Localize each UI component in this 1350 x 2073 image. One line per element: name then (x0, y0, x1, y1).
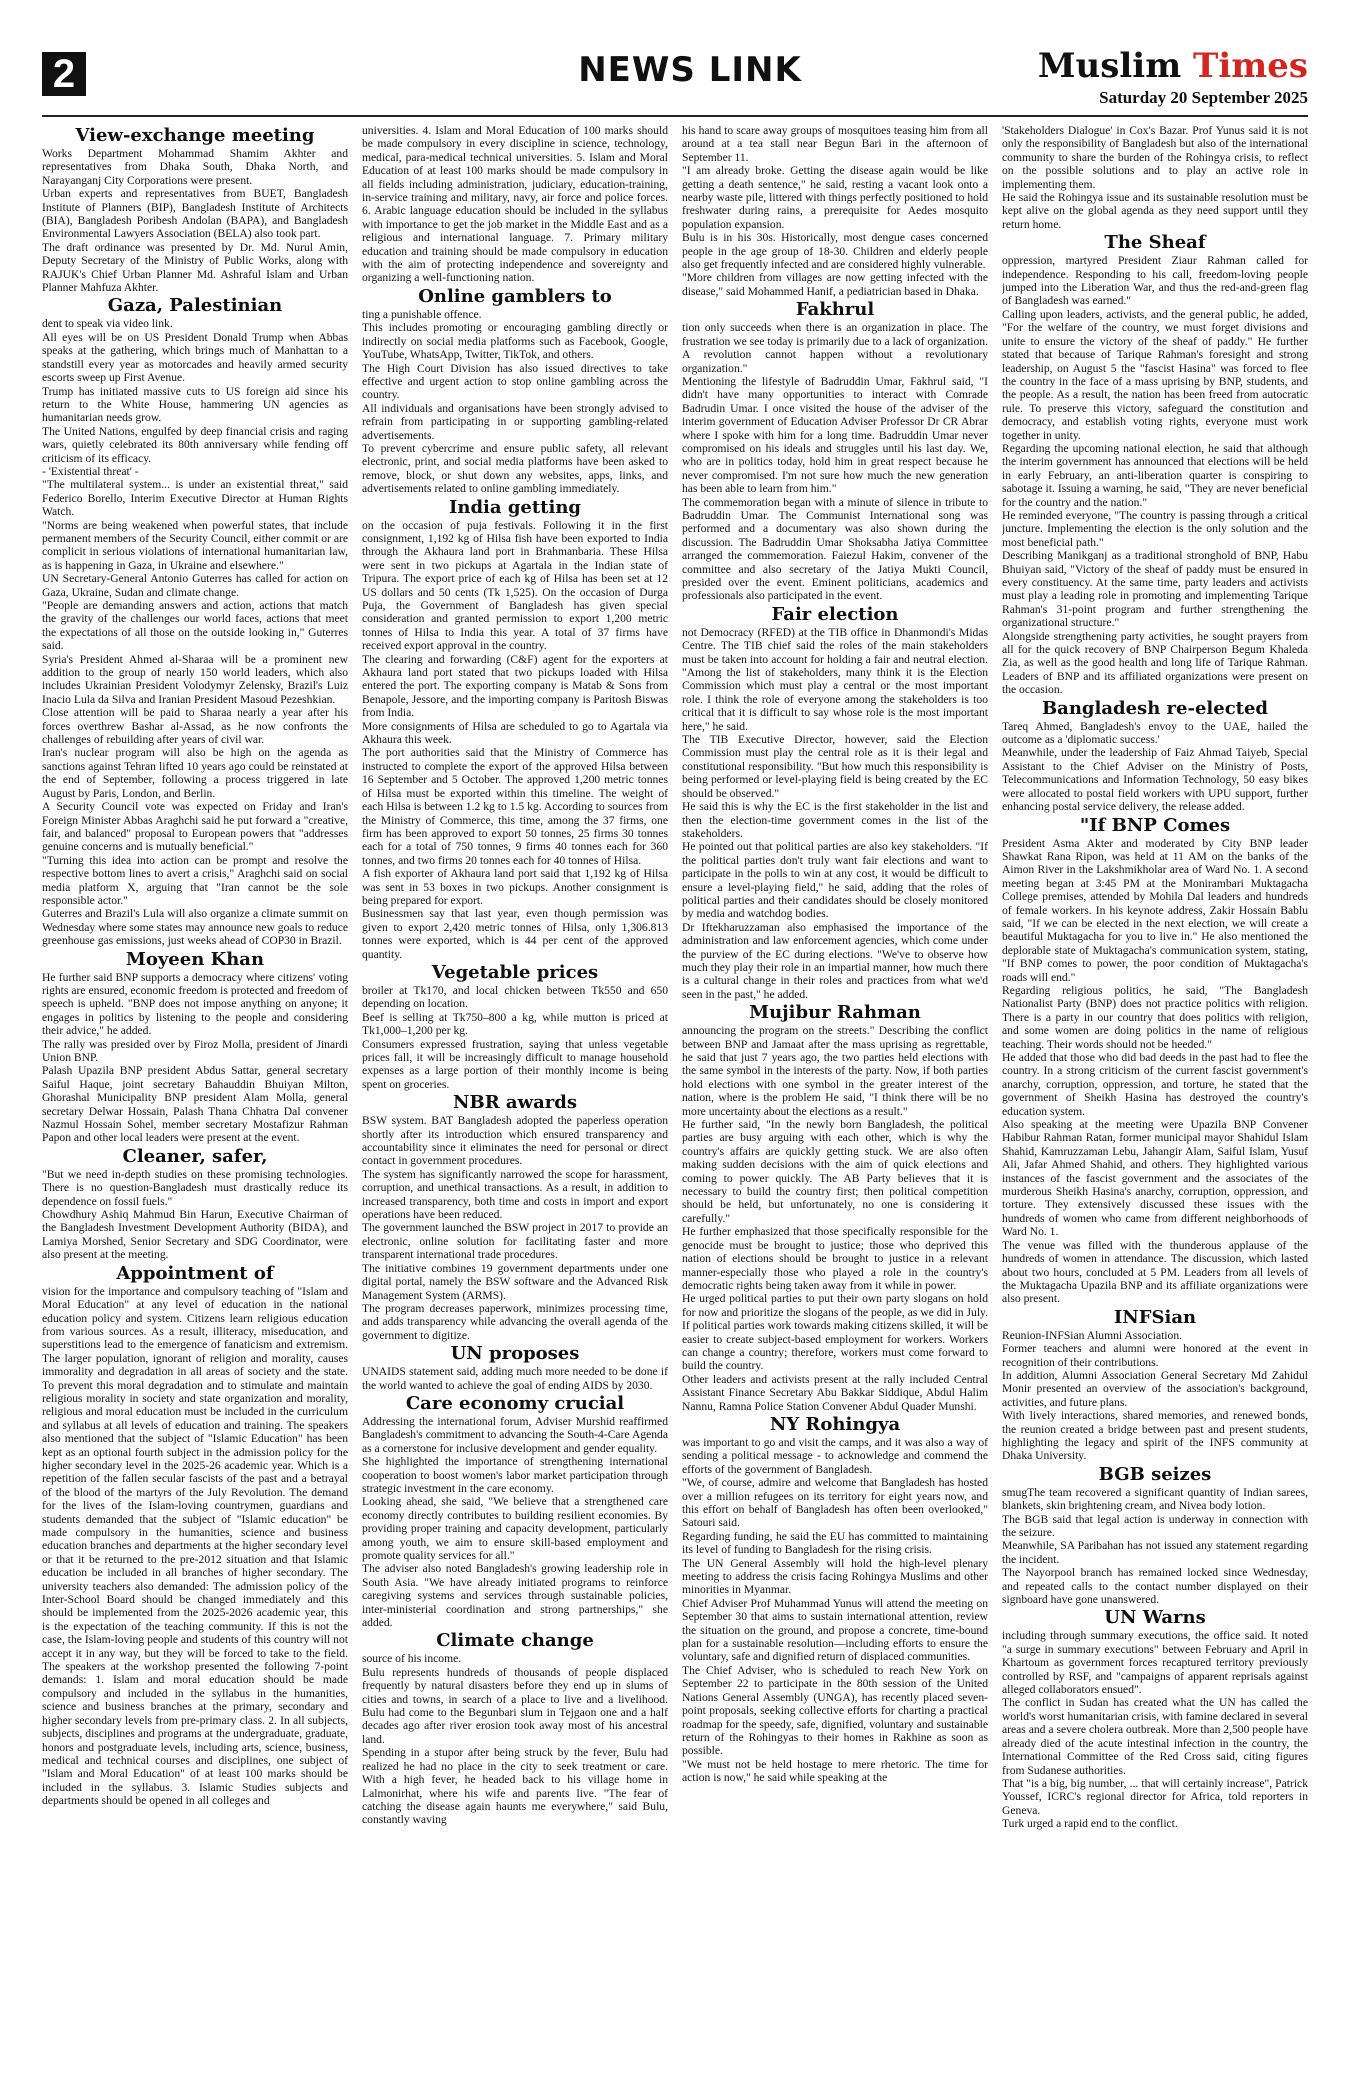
article-paragraph: More consignments of Hilsa are scheduled to go to Agartala via Akhaura this week. (362, 719, 668, 747)
article-paragraph: "Norms are being weakened when powerful states, that include permanent members of the Security Council, either commit or are complicit in serious violations of international humanitarian law, as is happening in Gaza, in Ukraine and elsewhere." (42, 518, 348, 572)
article-headline: The Sheaf (1104, 232, 1206, 254)
article-paragraph: his hand to scare away groups of mosquitoes teasing him from all around at a tea stall near Begun Bari in the afternoon of September 11. (682, 124, 988, 164)
publication-date: Saturday 20 September 2025 (1099, 88, 1308, 107)
article-paragraph: That "is a big, big number, ... that will certainly increase", Patrick Youssef, ICRC's regional director for Africa, told reporters in Geneva. (1002, 1776, 1308, 1817)
article-paragraph: The High Court Division has also issued directives to take effective and urgent action to stop online gambling across the country. (362, 361, 668, 402)
article-headline: Climate change (436, 1630, 594, 1652)
article-paragraph: on the occasion of puja festivals. Following it in the first consignment, 1,192 kg of Hilsa fish have been exported to India through the Akhaura land port in Brahmanbaria. These Hilsa were sent in two pickups at Agartala in the Indian state of Tripura. The export price of each kg of Hilsa has been set at 12 US dollars and 50 cents (Tk 1,525). On the occasion of Durga Puja, the Government of Bangladesh has given special consideration and granted permission to export 1,200 metric tonnes of Hilsa to India this year. A total of 37 firms have received export approval in the country. (362, 518, 668, 653)
article-paragraph: Close attention will be paid to Sharaa nearly a year after his forces overthrew Bashar al-Assad, as he now confronts the challenges of rebuilding after years of civil war. (42, 706, 348, 747)
article-paragraph: "The multilateral system... is under an existential threat," said Federico Borello, Interim Executive Director at Human Rights Watch. (42, 478, 348, 519)
column-2 (362, 124, 668, 2059)
article-headline: Vegetable prices (431, 961, 599, 983)
article-paragraph: He further said, "In the newly born Bangladesh, the political parties are busy arguing with each other, which is why the country's affairs are quickly getting stuck. We are also often making sudden decisions with the aim of quick elections and coming to power quickly. The AB Party believes that it is necessary to build the country first; then political competition should be held, but unfortunately, no one is considering it carefully." (682, 1118, 988, 1225)
article-paragraph: ting a punishable offence. (362, 307, 482, 321)
article-paragraph: "We must not be held hostage to mere rhetoric. The time for action is now," he said while speaking at the (682, 1757, 988, 1785)
article-paragraph: He reminded everyone, "The country is passing through a critical juncture. Implementing the election is the only solution and the most beneficial path." (1002, 508, 1308, 549)
article-paragraph: The rally was presided over by Firoz Molla, president of Jinardi Union BNP. (42, 1037, 348, 1064)
article-paragraph: Regarding the upcoming national election, he said that although the interim government has announced that elections will be held in early February, an anti-liberation quarter is conspiring to sabotage it. Issuing a warning, he said, "They are never beneficial for the country and the nation." (1002, 441, 1308, 509)
article-paragraph: The Chief Adviser, who is scheduled to reach New York on September 22 to participate in the 80th session of the United Nations General Assembly (UNGA), has recently placed seven-point proposals, seeking collective efforts for charting a practical roadmap for the speedy, safe, dignified, voluntary and sustainable return of the Rohingyas to their homes in Rakhine as soon as possible. (682, 1663, 988, 1758)
article-paragraph: oppression, martyred President Ziaur Rahman called for independence. Responding to his call, freedom-loving people jumped into the Liberation War, and thus the red-and-green flag of Bangladesh was earned." (1002, 254, 1308, 308)
article-paragraph: Also speaking at the meeting were Upazila BNP Convener Habibur Rahman Ratan, former municipal mayor Shahidul Islam Shahid, Kamruzzaman Lebu, Jahangir Alam, Saiful Islam, Yusuf Ali, Jafar Ahmed Shahid, and others. They highlighted various instances of the fascist government and the associates of the murderous Sheikh Hasina's anarchy, corruption, oppression, and torture. They extensively discussed these issues with the hundreds of women who came from different neighborhoods of Ward No. 1. (1002, 1118, 1308, 1239)
article-paragraph: Reunion-INFSian Alumni Association. (1002, 1328, 1183, 1342)
article-paragraph: Looking ahead, she said, "We believe that a strengthened care economy directly contributes to building resilient economies. By providing proper training and capacity development, particularly among youth, we aim to ensure skill-based employment and promote quality services for all." (362, 1495, 668, 1562)
article-paragraph: Bulu is in his 30s. Historically, most dengue cases concerned people in the age group of 18-30. Children and elderly people also get frequently infected and are considered highly vulnerable. (682, 231, 988, 272)
article-paragraph: Businessmen say that last year, even though permission was given to export 2,420 metric tonnes of Hilsa, only 1,306.813 tonnes were exported, which is 44 per cent of the approved quantity. (362, 907, 668, 961)
article-headline: Mujibur Rahman (749, 1002, 921, 1024)
logo-word-muslim: Muslim (1037, 46, 1182, 86)
article-headline: BGB seizes (1098, 1463, 1212, 1485)
article-columns (42, 124, 1308, 2059)
logo-word-times: Times (1193, 46, 1308, 86)
article-paragraph: Guterres and Brazil's Lula will also organize a climate summit on Wednesday where some states may announce new goals to reduce greenhouse gas emissions, just weeks ahead of COP30 in Brazil. (42, 907, 348, 948)
article-paragraph: Turk urged a rapid end to the conflict. (1002, 1817, 1178, 1831)
article-paragraph: vision for the importance and compulsory teaching of "Islam and Moral Education" at any level of education in the national education policy and system. Citizens learn religious education from various sources. As a result, illiteracy, miseducation, and superstitions lead to the emergence of fanaticism and extremism. The larger population, ignorant of religion and morality, causes immorality and degradation in all areas of society and the state. To prevent this moral degradation and to stimulate and maintain religious morality in society and state organization and morality, religious and moral education must be included in the curriculum and syllabus at all levels of education and training. The speakers also mentioned that the subject of "Islamic Education" has been kept as an optional fourth subject in the admission policy for the higher secondary level in the 2025-26 academic year. Which is a repetition of the fallen secular fascists of the past and a betrayal of the blood of the martyrs of the July Revolution. The demand for the lives of the Islam-loving countrymen, guardians and students demanded that the subject of "Islamic education" be made compulsory in the humanities, science and business education branches and departments at the higher secondary level or that it be returned to the pre-2012 situation and that Islamic education be included in all branches of higher secondary. The university teachers also demanded: The admission policy of the Inter-School Board should be changed immediately and this should be implemented from the 2025-2026 academic year, this is the expectation of the teaching community. If this is not the case, the Islam-loving people and students of this country will not accept it in any way, but they will be forced to take to the field. The speakers at the workshop presented the following 7-point demands: 1. Islam and moral education should be made compulsory and included in the syllabus in the humanities, science and business branches at the primary, secondary and higher secondary levels from pre-primary class. 2. In all subjects, subjects, disciplines and programs at the undergraduate, graduate, honors and postgraduate levels, including arts, science, business, medical and technical courses and disciplines, one subject of "Islam and Moral Education" of at least 100 marks should be included in the syllabus. 3. Islamic Studies subjects and departments should be opened in all colleges and (42, 1284, 348, 1808)
article-paragraph: The draft ordinance was presented by Dr. Md. Nurul Amin, Deputy Secretary of the Ministry of Public Works, along with RAJUK's Chief Urban Planner Md. Ashraful Islam and Urban Planner Mahfuza Akhter. (42, 240, 348, 295)
article-headline: Bangladesh re-elected (1041, 697, 1269, 719)
article-paragraph: Former teachers and alumni were honored at the event in recognition of their contributions. (1002, 1342, 1308, 1369)
article-paragraph: Addressing the international forum, Adviser Murshid reaffirmed Bangladesh's commitment to advancing the South-4-Care Agenda as a cornerstone for inclusive development and gender equality. (362, 1414, 668, 1455)
article-headline: INFSian (1113, 1306, 1197, 1328)
article-headline: Appointment of (116, 1262, 274, 1284)
article-paragraph: Syria's President Ahmed al-Sharaa will be a prominent new addition to the group of nearly 150 world leaders, which also includes Ukrainian President Volodymyr Zelensky, Brazil's Luiz Inacio Lula da Silva and Iranian President Masoud Pezeshkian. (42, 652, 348, 706)
article-paragraph: The TIB Executive Director, however, said the Election Commission must play the central role as it is their legal and constitutional responsibility. "But how much this responsibility is being performed or level-playing field is being created by the EC should be observed." (682, 733, 988, 800)
article-paragraph: not Democracy (RFED) at the TIB office in Dhanmondi's Midas Centre. The TIB chief said the roles of the main stakeholders must be taken into account for holding a fair and neutral election. "Among the list of stakeholders, many think it is the Election Commission which must play a central or the most important role. I think the role of everyone among the stakeholders is too critical that it is difficult to say whose role is the most important here," he said. (682, 625, 988, 733)
article-paragraph: Alongside strengthening party activities, he sought prayers from all for the quick recovery of BNP Chairperson Begum Khaleda Zia, as well as the good health and long life of Tarique Rahman. Leaders of BNP and its affiliated organizations were present on the occasion. (1002, 629, 1308, 697)
article-paragraph: Consumers expressed frustration, saying that unless vegetable prices fall, it will be increasingly difficult to manage household expenses as a large portion of their monthly income is being spent on groceries. (362, 1037, 668, 1091)
article-paragraph: including through summary executions, the office said. It noted "a surge in summary executions" between February and April in Khartoum as government forces recaptured territory previously controlled by RSF, and "campaigns of apparent reprisals against alleged collaborators ensued". (1002, 1629, 1308, 1697)
article-paragraph: This includes promoting or encouraging gambling directly or indirectly on social media platforms such as Facebook, Google, YouTube, WhatsApp, Twitter, TikTok, and others. (362, 321, 668, 362)
article-paragraph: He further said BNP supports a democracy where citizens' voting rights are ensured, economic freedom is protected and freedom of speech is upheld. "BNP does not impose anything on anyone; it engages in politics by listening to the people and considering their advice," he added. (42, 970, 348, 1038)
article-paragraph: A Security Council vote was expected on Friday and Iran's Foreign Minister Abbas Araghchi said he put forward a "creative, fair, and balanced" proposal to European powers that "addresses genuine concerns and is mutually beneficial." (42, 800, 348, 854)
article-paragraph: "But we need in-depth studies on these promising technologies. There is no question-Bangladesh must drastically reduce its dependence on fossil fuels." (42, 1167, 348, 1208)
article-paragraph: Dr Iftekharuzzaman also emphasised the importance of the administration and law enforcement agencies, which come under the purview of the EC during elections. "We've to observe how much they play their role in an impartial manner, how much there is a cultural change in their roles and practices from what we'd seen in the past," he added. (682, 920, 988, 1001)
article-paragraph: The port authorities said that the Ministry of Commerce has instructed to complete the export of the approved Hilsa between 16 September and 5 October. The approved 1,200 metric tonnes of Hilsa must be exported within this timeline. The weight of each Hilsa is between 1.2 kg to 1.5 kg. According to sources from the Ministry of Commerce, this time, among the 37 firms, one firm has been approved to export 50 tonnes, 25 firms 30 tonnes each for a total of 750 tonnes, 9 firms 40 tonnes each for 360 tonnes, and two firms 20 tonnes each for 40 tonnes of Hilsa. (362, 746, 668, 867)
article-paragraph: Calling upon leaders, activists, and the general public, he added, "For the welfare of the country, we must forget divisions and unite to ensure the victory of the sheaf of paddy." He further stated that because of Tarique Rahman's foresight and strong leadership, on August 5 the "fascist Hasina" was forced to flee the country in the face of a mass uprising by BNP, students, and the people. As a result, the nation has been freed from autocratic rule. To preserve this victory, safeguard the constitution and democracy, and establish voting rights, everyone must work together in unity. (1002, 307, 1308, 442)
article-paragraph: Meanwhile, SA Paribahan has not issued any statement regarding the incident. (1002, 1539, 1308, 1566)
column-3 (682, 124, 988, 2059)
article-paragraph: announcing the program on the streets." Describing the conflict between BNP and Jamaat after the mass uprising as regrettable, he said that just 7 years ago, the two parties held elections with the same symbol in the interests of the party. Now, if both parties hold elections with one symbol in the greater interest of the nation, where is the problem He said, "I think there will be no more uncertainty about the elections as a result." (682, 1024, 988, 1118)
article-headline: Fakhrul (795, 299, 875, 321)
article-paragraph: Mentioning the lifestyle of Badruddin Umar, Fakhrul said, "I didn't have many opportunities to interact with Comrade Badrudin Umar. I once visited the house of the adviser of the interim government of Education Adviser Professor Dr CR Abrar where I spoke with him for a long time. Badruddin Umar never compromised on his ideals and struggles until his last day. We, who are in politics today, hold him in great respect because he never compromised. I'm not sure how much the new generation has been able to learn from him." (682, 374, 988, 496)
article-paragraph: universities. 4. Islam and Moral Education of 100 marks should be made compulsory in every discipline in science, technology, medical, para-medical technical universities. 5. Islam and Moral Education of at least 100 marks should be made compulsory in all fields including administration, judiciary, education-training, in-service training and military, navy, air force and police forces. 6. Arabic language education should be included in the syllabus with importance to get the job market in the Middle East and as a religious and international language. 7. Primary military education and training should be made compulsory in education with the aim of protecting independence and sovereignty and organizing a well-functioning nation. (362, 124, 668, 285)
article-paragraph: Palash Upazila BNP president Abdus Sattar, general secretary Saiful Haque, joint secretary Bahauddin Bhuiyan Milton, Ghorashal Municipality BNP president Alam Molla, general secretary Delwar Hossain, Palash Thana Chhatra Dal convener Nazmul Hossain Sohel, member secretary Mostafizur Rahman Papon and other local leaders were present at the event. (42, 1064, 348, 1145)
article-paragraph: "I am already broke. Getting the disease again would be like getting a death sentence," he said, resting a vacant look onto a nearby waste pile, littered with things perfectly positioned to hold freshwater during rains, a prerequisite for Aedes mosquito population expansion. (682, 164, 988, 231)
article-paragraph: The BGB said that legal action is underway in connection with the seizure. (1002, 1512, 1308, 1539)
article-paragraph: The conflict in Sudan has created what the UN has called the world's worst humanitarian crisis, with famine declared in several areas and a severe cholera outbreak. More than 2,500 people have already died of the acute intestinal infection in the country, the International Committee of the Red Cross said, citing figures from Sudanese authorities. (1002, 1696, 1308, 1777)
article-paragraph: The UN General Assembly will hold the high-level plenary meeting to address the crisis facing Rohingya Muslims and other minorities in Myanmar. (682, 1556, 988, 1597)
article-paragraph: broiler at Tk170, and local chicken between Tk550 and 650 depending on location. (362, 983, 668, 1011)
article-paragraph: smugThe team recovered a significant quantity of Indian sarees, blankets, skin brightening cream, and Nivea body lotion. (1002, 1485, 1308, 1513)
article-paragraph: The clearing and forwarding (C&F) agent for the exporters at Akhaura land port stated that two pickups loaded with Hilsa entered the port. The exporting company is Matab & Sons from Benapole, Jessore, and the importing company is Paritosh Biswas from India. (362, 652, 668, 720)
article-paragraph: The government launched the BSW project in 2017 to provide an electronic, online solution for facilitating faster and more transparent international trade procedures. (362, 1221, 668, 1262)
article-paragraph: The adviser also noted Bangladesh's growing leadership role in South Asia. "We have already initiated programs to reinforce caregiving systems and services through sustainable policies, inter-ministerial coordination and strong partnerships," she added. (362, 1562, 668, 1630)
article-headline: Fair election (771, 603, 899, 625)
article-paragraph: "Turning this idea into action can be prompt and resolve the respective bottom lines to avert a crisis," Araghchi said on social media platform X, arguing that "Iran cannot be the sole responsible actor." (42, 853, 348, 907)
article-paragraph: Beef is selling at Tk750–800 a kg, while mutton is priced at Tk1,000–1,200 per kg. (362, 1010, 668, 1038)
article-paragraph: Chief Adviser Prof Muhammad Yunus will attend the meeting on September 30 that aims to sustain international attention, review the situation on the ground, and propose a concrete, time-bound plan for a sustainable resolution—including efforts to ensure the voluntary, safe and dignified return of displaced communities. (682, 1596, 988, 1664)
article-paragraph: Urban experts and representatives from BUET, Bangladesh Institute of Planners (BIP), Bangladesh Institute of Architects (BIA), Bangladesh Poribesh Andolan (BAPA), and Bangladesh Environmental Lawyers Association (BELA) also took part. (42, 187, 348, 241)
article-headline: Cleaner, safer, (122, 1145, 268, 1167)
article-paragraph: was important to go and visit the camps, and it was also a way of sending a political message - to acknowledge and commend the efforts of the government of Bangladesh. (682, 1435, 988, 1476)
article-paragraph: tion only succeeds when there is an organization in place. The frustration we see today is primarily due to a lack of organization. A revolution cannot happen without a revolutionary organization." (682, 321, 988, 375)
article-paragraph: UNAIDS statement said, adding much more needed to be done if the world wanted to achieve the goal of ending AIDS by 2030. (362, 1365, 668, 1392)
article-headline: UN Warns (1104, 1607, 1206, 1629)
article-paragraph: All individuals and organisations have been strongly advised to refrain from participating in or supporting gambling-related advertisements. (362, 401, 668, 442)
article-paragraph: He added that those who did bad deeds in the past had to flee the country. In a strong criticism of the current fascist government's anarchy, corruption, oppression, and torture, he stated that the government of Sheikh Hasina has destroyed the country's education system. (1002, 1051, 1308, 1118)
article-paragraph: dent to speak via video link. (42, 317, 173, 331)
page-number-badge: 2 (42, 52, 86, 96)
article-paragraph: - 'Existential threat' - (42, 464, 139, 478)
article-paragraph: Iran's nuclear program will also be high on the agenda as sanctions against Tehran lifted 10 years ago could be reinstated at the end of September, following a process triggered in late August by Paris, London, and Berlin. (42, 746, 348, 800)
article-paragraph: A fish exporter of Akhaura land port said that 1,192 kg of Hilsa was sent in 53 boxes in two pickups. Another consignment is being prepared for export. (362, 867, 668, 907)
article-paragraph: Regarding funding, he said the EU has committed to maintaining its level of funding to Bangladesh for the rising crisis. (682, 1529, 988, 1557)
article-headline: Online gamblers to (418, 285, 612, 307)
article-paragraph: Works Department Mohammad Shamim Akhter and representatives from Dhaka South, Dhaka North, and Narayanganj City Corporations were present. (42, 147, 348, 187)
article-paragraph: The initiative combines 19 government departments under one digital portal, namely the BSW software and the Advanced Risk Management System (ARMS). (362, 1261, 668, 1302)
article-paragraph: The program decreases paperwork, minimizes processing time, and adds transparency while advancing the overall agenda of the government to digitize. (362, 1301, 668, 1342)
article-headline: NBR awards (453, 1092, 577, 1114)
article-paragraph: Tareq Ahmed, Bangladesh's envoy to the UAE, hailed the outcome as a 'diplomatic success.' (1002, 719, 1308, 747)
article-headline: UN proposes (450, 1343, 580, 1365)
article-paragraph: To prevent cybercrime and ensure public safety, all relevant electronic, print, and social media platforms have been asked to remove, block, or shut down any websites, apps, links, and advertisements related to online gambling immediately. (362, 441, 668, 496)
article-paragraph: Describing Manikganj as a traditional stronghold of BNP, Habu Bhuiyan said, "Victory of the sheaf of paddy must be ensured in every constituency. At the same time, party leaders and activists must play a leading role in promoting and implementing Tarique Rahman's 31-point program and further strengthening the organizational structure." (1002, 549, 1308, 630)
article-headline: Moyeen Khan (125, 948, 265, 970)
article-paragraph: He further emphasized that those specifically responsible for the genocide must be brought to justice; those who deprived this nation of elections should be brought to justice in a relevant manner-especially those who played a role in the country's democratic rights being taken away from it while in power. (682, 1225, 988, 1292)
article-paragraph: The system has significantly narrowed the scope for harassment, corruption, and unethical transactions. As a result, in addition to increased transparency, both time and costs in import and export operations have been reduced. (362, 1167, 668, 1222)
article-paragraph: UN Secretary-General Antonio Guterres has called for action on Gaza, Ukraine, Sudan and climate change. (42, 572, 348, 599)
article-paragraph: source of his income. (362, 1652, 462, 1666)
article-paragraph: He pointed out that political parties are also key stakeholders. "If the political parties don't truly want fair elections and want to participate in the polls to win at any cost, it would be difficult to ensure a level-playing field," he said, adding that the roles of political parties and their candidates should be closely monitored by media and watchdog bodies. (682, 840, 988, 921)
article-paragraph: Bulu represents hundreds of thousands of people displaced frequently by natural disasters before they end up in slums of cities and towns, in search of a place to live and a livelihood. Bulu had come to the Begunbari slum in Tejgaon one and a half decades ago after river erosion took away most of his ancestral land. (362, 1665, 668, 1746)
article-paragraph: "More children from villages are now getting infected with the disease," said Mohammed Hanif, a pediatrician based in Dhaka. (682, 271, 988, 298)
article-paragraph: 'Stakeholders Dialogue' in Cox's Bazar. Prof Yunus said it is not only the responsibility of Bangladesh but also of the international community to share the burden of the Rohingya crisis, to reflect on the possible solutions and to play an active role in implementing them. (1002, 124, 1308, 191)
article-paragraph: He said this is why the EC is the first stakeholder in the list and then the election-time government comes in the list of the stakeholders. (682, 800, 988, 840)
article-headline: India getting (448, 496, 582, 518)
article-paragraph: Other leaders and activists present at the rally included Central Assistant Finance Secretary Abu Bakkar Siddique, Abdul Halim Nannu, Ramna Police Station Convener Abdul Quader Munshi. (682, 1372, 988, 1413)
article-headline: NY Rohingya (769, 1413, 901, 1435)
article-paragraph: The commemoration began with a minute of silence in tribute to Badruddin Umar. The Communist International song was performed and a documentary was also shown during the discussion. The Badruddin Umar Shoksabha Jatiya Committee arranged the commemoration. Faiezul Hakim, convener of the committee and also secretary of the Jatiya Mukti Council, presided over the event. Eminent politicians, academics and professionals also participated in the event. (682, 495, 988, 603)
article-paragraph: BSW system. BAT Bangladesh adopted the paperless operation shortly after its introduction which ensured transparency and accountability since it eliminates the need for personal or direct contact in government procedures. (362, 1114, 668, 1168)
article-headline: "If BNP Comes (1079, 814, 1231, 836)
article-paragraph: She highlighted the importance of strengthening international cooperation to boost women's labor market participation through strategic investment in the care economy. (362, 1455, 668, 1495)
article-paragraph: The United Nations, engulfed by deep financial crisis and raging wars, quietly celebrated its 80th anniversary while fending off criticism of its efficacy. (42, 424, 348, 465)
article-paragraph: Spending in a stupor after being struck by the fever, Bulu had realized he had no place in the city to seek treatment or care. With a high fever, he headed back to his village home in Lalmonirhat, where his wife and parents live. "The fear of catching the disease again haunts me everywhere," said Bulu, constantly waving (362, 1746, 668, 1827)
article-paragraph: All eyes will be on US President Donald Trump when Abbas speaks at the gathering, which brings much of Manhattan to a standstill every year as motorcades and heavily armed security escorts sweep up First Avenue. (42, 330, 348, 385)
article-paragraph: Chowdhury Ashiq Mahmud Bin Harun, Executive Chairman of the Bangladesh Investment Development Authority (BIDA), and Lamiya Morshed, Senior Secretary and SDG Coordinator, were also present at the meeting. (42, 1208, 348, 1262)
column-4 (1002, 124, 1308, 2059)
article-paragraph: Meanwhile, under the leadership of Faiz Ahmad Taiyeb, Special Assistant to the Chief Adviser on the Ministry of Posts, Telecommunications and Information Technology, 50 easy bikes were allocated to postal field workers with UPU support, further enhancing postal service delivery, the release added. (1002, 746, 1308, 814)
section-title: NEWS LINK (578, 50, 802, 90)
article-headline: Care economy crucial (405, 1392, 625, 1414)
article-paragraph: Regarding religious politics, he said, "The Bangladesh Nationalist Party (BNP) does not practice politics with religion. There is a party in our country that does politics with religion, and some women are doing politics in the name of religious teaching. Their words should not be heeded." (1002, 983, 1308, 1051)
article-paragraph: "We, of course, admire and welcome that Bangladesh has hosted over a million refugees on its territory for eight years now, and this effort on behalf of Bangladesh has often been overlooked," Satouri said. (682, 1476, 988, 1530)
article-paragraph: The Nayorpool branch has remained locked since Wednesday, and repeated calls to the contact number displayed on their signboard have gone unanswered. (1002, 1566, 1308, 1607)
article-paragraph: "People are demanding answers and action, actions that match the gravity of the challenges our world faces, actions that meet the expectations of all those on the outside looking in," Guterres said. (42, 599, 348, 653)
article-paragraph: Trump has initiated massive cuts to US foreign aid since his return to the White House, hammering UN agencies as humanitarian needs grow. (42, 384, 348, 425)
header-divider (42, 115, 1308, 117)
article-paragraph: With lively interactions, shared memories, and renewed bonds, the reunion created a bridge between past and present students, highlighting the legacy and spirit of the INFS community at Dhaka University. (1002, 1409, 1308, 1463)
article-paragraph: President Asma Akter and moderated by City BNP leader Shawkat Rana Ripon, was held at 11 AM on the banks of the Aimon River in the Lakshmikholar area of Ward No. 1. A second meeting began at 3:45 PM at the Monirambari Muktagacha College premises, attended by Mohila Dal leaders and hundreds of female workers. In his keynote address, Zakir Hossain Bablu said, "If we can be elected in the next election, we will create a beautiful Muktagacha for you to live in." He also mentioned the deplorable state of Muktagacha's communication system, stating, "If BNP comes to power, the poor condition of Muktagacha's roads will end." (1002, 836, 1308, 984)
article-paragraph: In addition, Alumni Association General Secretary Md Zahidul Monir presented an overview of the association's background, activities, and future plans. (1002, 1368, 1308, 1409)
article-paragraph: He said the Rohingya issue and its sustainable resolution must be kept alive on the global agenda as they need support until they return home. (1002, 191, 1308, 231)
article-paragraph: The venue was filled with the thunderous applause of the hundreds of women in attendance. The discussion, which lasted about two hours, concluded at 5 PM. Leaders from all levels of the Muktagacha Upazila BNP and its affiliate organizations were also present. (1002, 1238, 1308, 1306)
article-paragraph: He urged political parties to put their own party slogans on hold for now and prioritize the slogans of the people, as we did in July. If political parties work towards making citizens skilled, it will be easier to create subject-based employment for workers. Workers can change a country; therefore, workers must come forward to build the country. (682, 1292, 988, 1373)
article-headline: View-exchange meeting (75, 125, 315, 146)
article-headline: Gaza, Palestinian (107, 295, 283, 317)
newspaper-logo (1038, 48, 1308, 84)
column-1 (42, 124, 348, 2059)
masthead (0, 0, 1350, 118)
